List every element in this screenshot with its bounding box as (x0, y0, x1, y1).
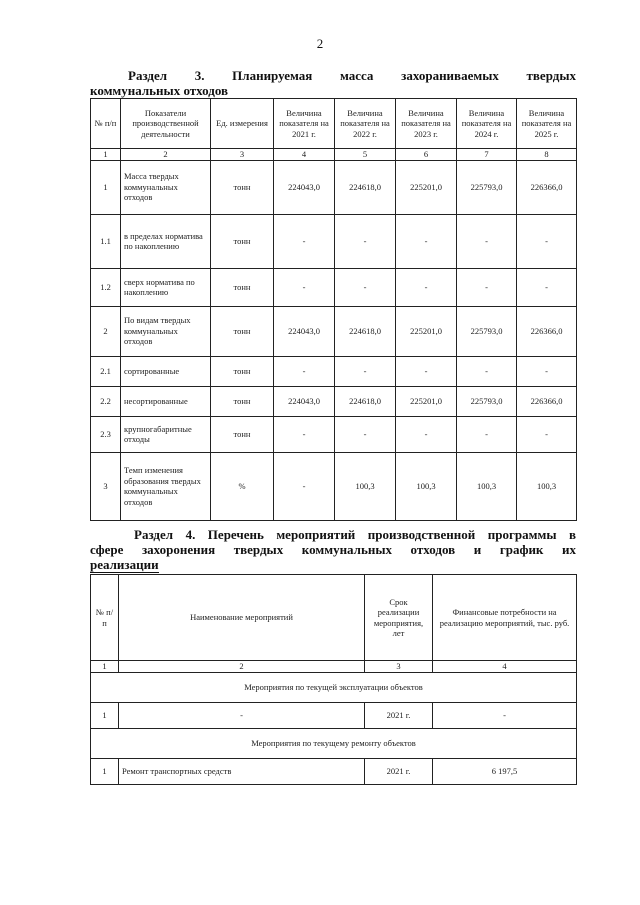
unit: тонн (211, 416, 274, 452)
group-row (91, 728, 577, 758)
section4-title-line3: реализации (90, 557, 159, 572)
header-cell: Ед. измерения (211, 99, 274, 149)
unit: тонн (211, 306, 274, 356)
column-number: 2 (121, 149, 211, 161)
table-row (91, 386, 577, 416)
indicator-name: сверх норматива по накоплению (121, 268, 211, 306)
table-row (91, 452, 577, 520)
activity-term: 2021 г. (365, 758, 433, 784)
value-2024: 225793,0 (457, 306, 517, 356)
activity-term: 2021 г. (365, 702, 433, 728)
activity-cost: 6 197,5 (433, 758, 577, 784)
value-2022: - (335, 268, 396, 306)
row-number: 1 (91, 702, 119, 728)
row-number: 1.1 (91, 214, 121, 268)
value-2024: 225793,0 (457, 386, 517, 416)
table-row (91, 758, 577, 784)
value-2021: 224043,0 (274, 160, 335, 214)
value-2023: - (396, 416, 457, 452)
column-number: 3 (365, 661, 433, 673)
header-cell: Величина показателя на 2022 г. (335, 99, 396, 149)
activity-name: - (119, 702, 365, 728)
page-number: 2 (316, 36, 324, 51)
value-2022: - (335, 214, 396, 268)
row-number: 2.2 (91, 386, 121, 416)
value-2024: - (457, 356, 517, 386)
value-2024: - (457, 214, 517, 268)
table-header-row (91, 575, 577, 661)
section4-title (90, 527, 576, 573)
column-number: 5 (335, 149, 396, 161)
header-cell: Финансовые потребности на реализацию мероприятий, тыс. руб. (433, 575, 577, 661)
value-2025: 226366,0 (517, 386, 577, 416)
unit: тонн (211, 214, 274, 268)
row-number: 2.3 (91, 416, 121, 452)
unit: тонн (211, 160, 274, 214)
section4-title-line1: Раздел 4. Перечень мероприятий производственной программы в (134, 527, 576, 542)
value-2025: - (517, 356, 577, 386)
column-number: 6 (396, 149, 457, 161)
table-row (91, 306, 577, 356)
value-2021: - (274, 452, 335, 520)
indicator-name: По видам твердых коммунальных отходов (121, 306, 211, 356)
value-2021: - (274, 214, 335, 268)
section3-title (90, 68, 576, 99)
group-title: Мероприятия по текущей эксплуатации объектов (91, 672, 577, 702)
activity-cost: - (433, 702, 577, 728)
table-row (91, 214, 577, 268)
value-2025: - (517, 268, 577, 306)
header-cell: Величина показателя на 2025 г. (517, 99, 577, 149)
activity-name: Ремонт транспортных средств (119, 758, 365, 784)
column-number: 4 (433, 661, 577, 673)
unit: тонн (211, 386, 274, 416)
header-cell: Срок реализации мероприятия, лет (365, 575, 433, 661)
value-2023: - (396, 356, 457, 386)
group-row (91, 672, 577, 702)
row-number: 1.2 (91, 268, 121, 306)
row-number: 2.1 (91, 356, 121, 386)
value-2023: 225201,0 (396, 386, 457, 416)
value-2022: 224618,0 (335, 160, 396, 214)
value-2022: 224618,0 (335, 386, 396, 416)
value-2025: 226366,0 (517, 160, 577, 214)
table-row (91, 702, 577, 728)
header-cell: Наименование мероприятий (119, 575, 365, 661)
value-2025: 100,3 (517, 452, 577, 520)
row-number: 1 (91, 758, 119, 784)
header-cell: № п/п (91, 99, 121, 149)
column-number: 4 (274, 149, 335, 161)
value-2025: - (517, 416, 577, 452)
activities-table (90, 574, 577, 785)
value-2021: - (274, 416, 335, 452)
header-cell: Величина показателя на 2024 г. (457, 99, 517, 149)
indicator-name: Темп изменения образования твердых коммунальных отходов (121, 452, 211, 520)
table-header-row (91, 99, 577, 149)
value-2023: 225201,0 (396, 306, 457, 356)
section4-title-line2: сфере захоронения твердых коммунальных отходов и график их (90, 542, 576, 557)
value-2021: - (274, 268, 335, 306)
row-number: 1 (91, 160, 121, 214)
value-2021: 224043,0 (274, 386, 335, 416)
column-number: 8 (517, 149, 577, 161)
value-2022: - (335, 356, 396, 386)
indicator-name: несортированные (121, 386, 211, 416)
section3-title-line2: коммунальных отходов (90, 83, 229, 98)
header-cell: Величина показателя на 2023 г. (396, 99, 457, 149)
value-2022: 224618,0 (335, 306, 396, 356)
row-number: 3 (91, 452, 121, 520)
value-2023: - (396, 268, 457, 306)
column-numbers-row (91, 661, 577, 673)
row-number: 2 (91, 306, 121, 356)
value-2023: - (396, 214, 457, 268)
column-number: 1 (91, 149, 121, 161)
column-number: 3 (211, 149, 274, 161)
value-2024: 225793,0 (457, 160, 517, 214)
value-2025: - (517, 214, 577, 268)
header-cell: Величина показателя на 2021 г. (274, 99, 335, 149)
indicator-name: сортированные (121, 356, 211, 386)
table-row (91, 268, 577, 306)
value-2022: 100,3 (335, 452, 396, 520)
planned-mass-table (90, 98, 577, 521)
value-2025: 226366,0 (517, 306, 577, 356)
column-number: 2 (119, 661, 365, 673)
table-row (91, 160, 577, 214)
column-number: 7 (457, 149, 517, 161)
value-2024: - (457, 416, 517, 452)
indicator-name: в пределах норматива по накоплению (121, 214, 211, 268)
value-2021: - (274, 356, 335, 386)
indicator-name: крупногабаритные отходы (121, 416, 211, 452)
section3-title-line1: Раздел 3. Планируемая масса захораниваемых твердых (128, 68, 576, 83)
group-title: Мероприятия по текущему ремонту объектов (91, 728, 577, 758)
column-numbers-row (91, 149, 577, 161)
indicator-name: Масса твердых коммунальных отходов (121, 160, 211, 214)
value-2024: 100,3 (457, 452, 517, 520)
table-row (91, 356, 577, 386)
unit: тонн (211, 356, 274, 386)
value-2021: 224043,0 (274, 306, 335, 356)
table-row (91, 416, 577, 452)
value-2024: - (457, 268, 517, 306)
value-2023: 225201,0 (396, 160, 457, 214)
column-number: 1 (91, 661, 119, 673)
unit: тонн (211, 268, 274, 306)
value-2023: 100,3 (396, 452, 457, 520)
header-cell: Показатели производственной деятельности (121, 99, 211, 149)
value-2022: - (335, 416, 396, 452)
header-cell: № п/п (91, 575, 119, 661)
unit: % (211, 452, 274, 520)
